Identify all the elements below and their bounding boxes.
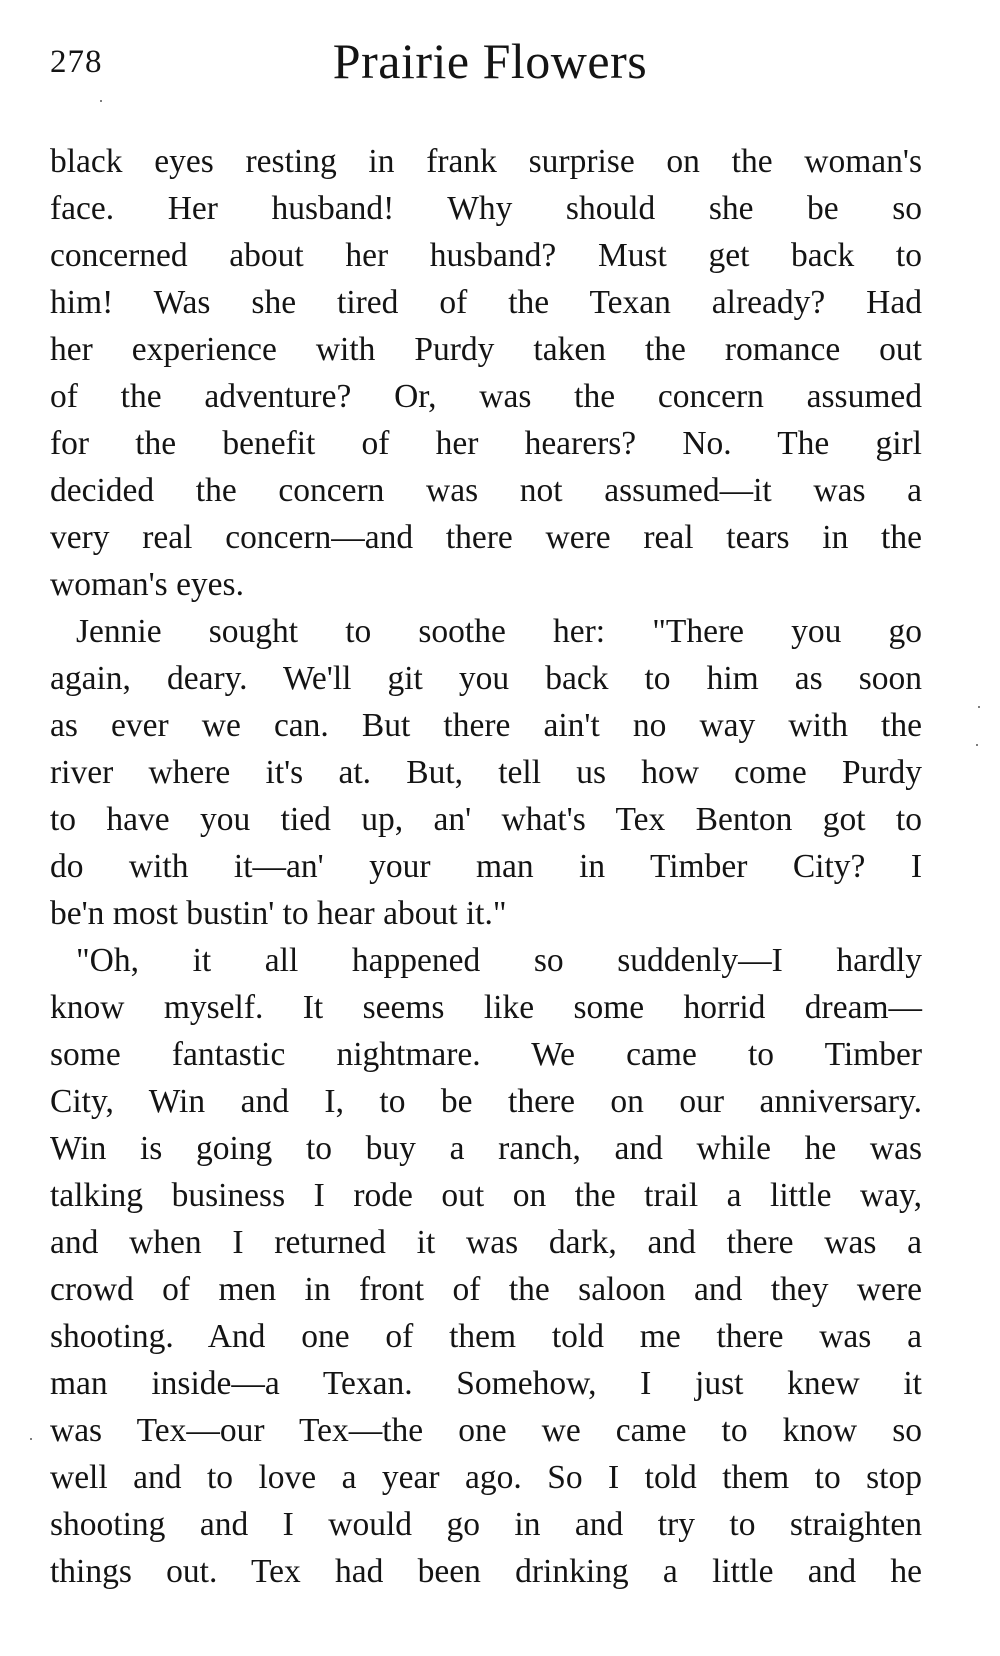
text-line: for the benefit of her hearers? No. The girl bbox=[50, 425, 922, 462]
text-line: Win is going to buy a ranch, and while he was bbox=[50, 1130, 922, 1167]
text-line: her experience with Purdy taken the romance out bbox=[50, 331, 922, 368]
text-line: shooting. And one of them told me there was a bbox=[50, 1318, 922, 1355]
text-line: well and to love a year ago. So I told them to stop bbox=[50, 1459, 922, 1496]
body-text bbox=[50, 138, 922, 1595]
text-line: man inside—a Texan. Somehow, I just knew it bbox=[50, 1365, 922, 1402]
text-line: be'n most bustin' to hear about it." bbox=[50, 895, 507, 932]
text-line: and when I returned it was dark, and there was a bbox=[50, 1224, 922, 1261]
text-line: do with it—an' your man in Timber City? I bbox=[50, 848, 922, 885]
ink-speck bbox=[976, 744, 978, 746]
text-line: him! Was she tired of the Texan already? Had bbox=[50, 284, 922, 321]
page-header bbox=[50, 22, 930, 102]
text-line: face. Her husband! Why should she be so bbox=[50, 190, 922, 227]
text-line: crowd of men in front of the saloon and they were bbox=[50, 1271, 922, 1308]
ink-speck bbox=[30, 1438, 32, 1440]
text-line: concerned about her husband? Must get back to bbox=[50, 237, 922, 274]
text-line: to have you tied up, an' what's Tex Benton got to bbox=[50, 801, 922, 838]
text-line: black eyes resting in frank surprise on the woman's bbox=[50, 143, 922, 180]
text-line: Jennie sought to soothe her: "There you go bbox=[76, 613, 922, 650]
text-line: talking business I rode out on the trail a little way, bbox=[50, 1177, 922, 1214]
text-line: river where it's at. But, tell us how come Purdy bbox=[50, 754, 922, 791]
text-line: some fantastic nightmare. We came to Timber bbox=[50, 1036, 922, 1073]
page-number: 278 bbox=[50, 44, 103, 80]
running-title: Prairie Flowers bbox=[332, 33, 648, 89]
text-line: was Tex—our Tex—the one we came to know so bbox=[50, 1412, 922, 1449]
text-line: decided the concern was not assumed—it was a bbox=[50, 472, 922, 509]
text-line: of the adventure? Or, was the concern assumed bbox=[50, 378, 922, 415]
text-line: as ever we can. But there ain't no way with the bbox=[50, 707, 922, 744]
text-line: "Oh, it all happened so suddenly—I hardly bbox=[76, 942, 922, 979]
ink-speck bbox=[100, 100, 102, 102]
text-line: know myself. It seems like some horrid dream— bbox=[50, 989, 922, 1026]
text-line: woman's eyes. bbox=[50, 566, 244, 603]
text-line: City, Win and I, to be there on our anniversary. bbox=[50, 1083, 922, 1120]
ink-speck bbox=[978, 706, 980, 708]
text-line: things out. Tex had been drinking a little and he bbox=[50, 1553, 922, 1590]
text-line: very real concern—and there were real tears in the bbox=[50, 519, 922, 556]
text-line: shooting and I would go in and try to straighten bbox=[50, 1506, 922, 1543]
text-line: again, deary. We'll git you back to him as soon bbox=[50, 660, 922, 697]
